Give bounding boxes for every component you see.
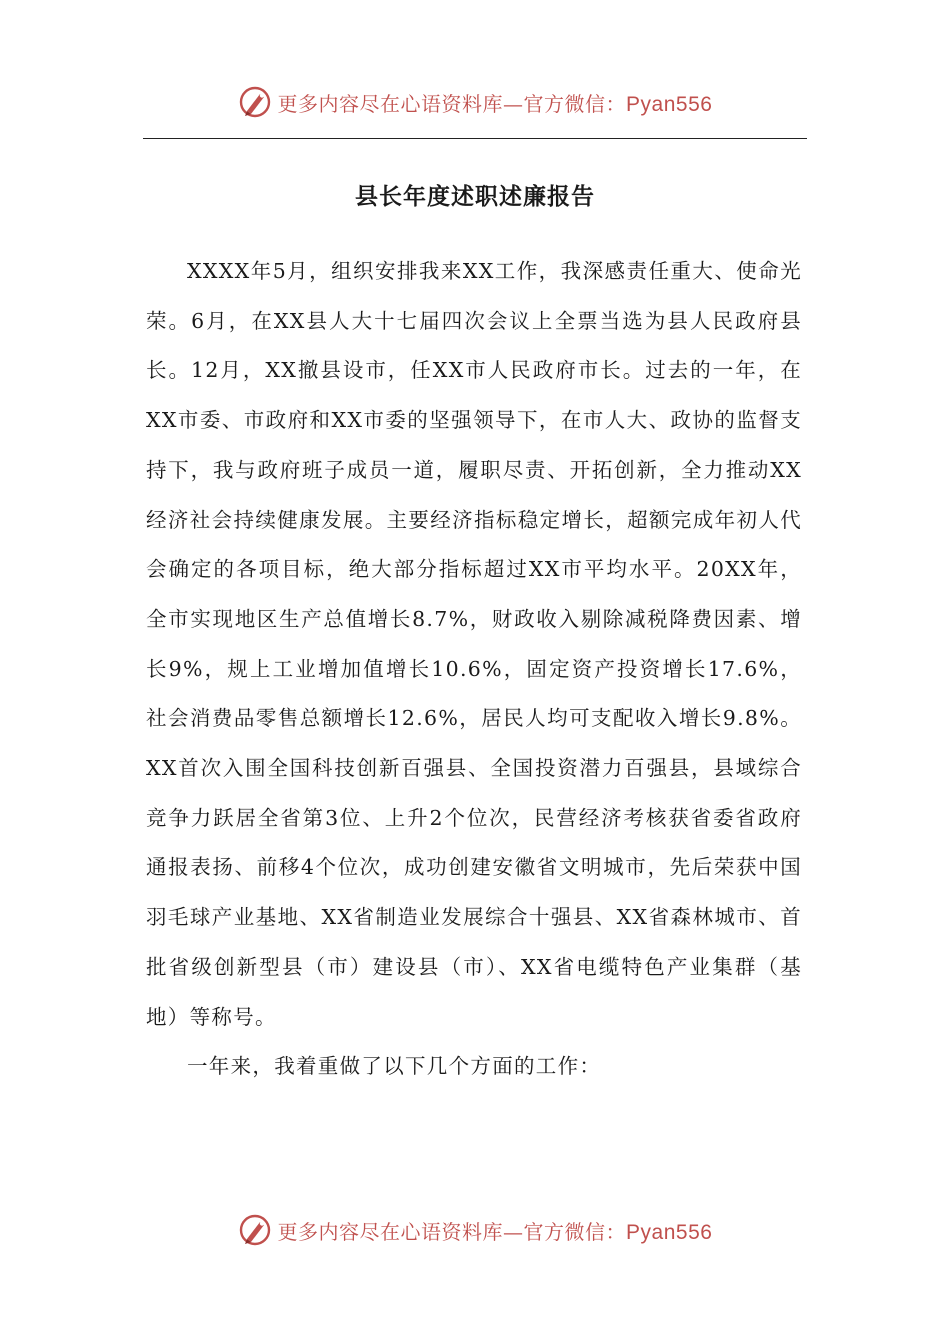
document-body: [146, 247, 802, 1092]
watermark-text: 更多内容尽在心语资料库—官方微信：Pyan556: [277, 1219, 713, 1244]
wechat-id: Pyan556: [626, 1220, 713, 1244]
paragraph: XXXX年5月，组织安排我来XX工作，我深感责任重大、使命光荣。6月，在XX县人大十七届四次会议上全票当选为县人民政府县长。12月，XX撤县设市，任XX市人民政府市长。过去的一年，在XX市委、市政府和XX市委的坚强领导下，在市人大、政协的监督支持下，我与政府班子成员一道，履职尽责、开拓创新，全力推动XX经济社会持续健康发展。主要经济指标稳定增长，超额完成年初人代会确定的各项目标，绝大部分指标超过XX市平均水平。20XX年，全市实现地区生产总值增长8.7%，财政收入剔除减税降费因素、增长9%，规上工业增加值增长10.6%，固定资产投资增长17.6%，社会消费品零售总额增长12.6%，居民人均可支配收入增长9.8%。XX首次入围全国科技创新百强县、全国投资潜力百强县，县域综合竞争力跃居全省第3位、上升2个位次，民营经济考核获省委省政府通报表扬、前移4个位次，成功创建安徽省文明城市，先后荣获中国羽毛球产业基地、XX省制造业发展综合十强县、XX省森林城市、首批省级创新型县（市）建设县（市）、XX省电缆特色产业集群（基地）等称号。: [146, 259, 802, 1029]
wechat-id: Pyan556: [626, 92, 713, 116]
document-title: 县长年度述职述廉报告: [355, 183, 595, 210]
footer-watermark: [0, 1208, 950, 1252]
paragraph: 一年来，我着重做了以下几个方面的工作：: [187, 1054, 602, 1079]
header-divider: [143, 138, 807, 139]
watermark-text: 更多内容尽在心语资料库—官方微信：Pyan556: [277, 91, 713, 116]
header-watermark: [0, 80, 950, 124]
pen-logo-icon: [238, 85, 272, 119]
pen-logo-icon: [238, 1213, 272, 1247]
